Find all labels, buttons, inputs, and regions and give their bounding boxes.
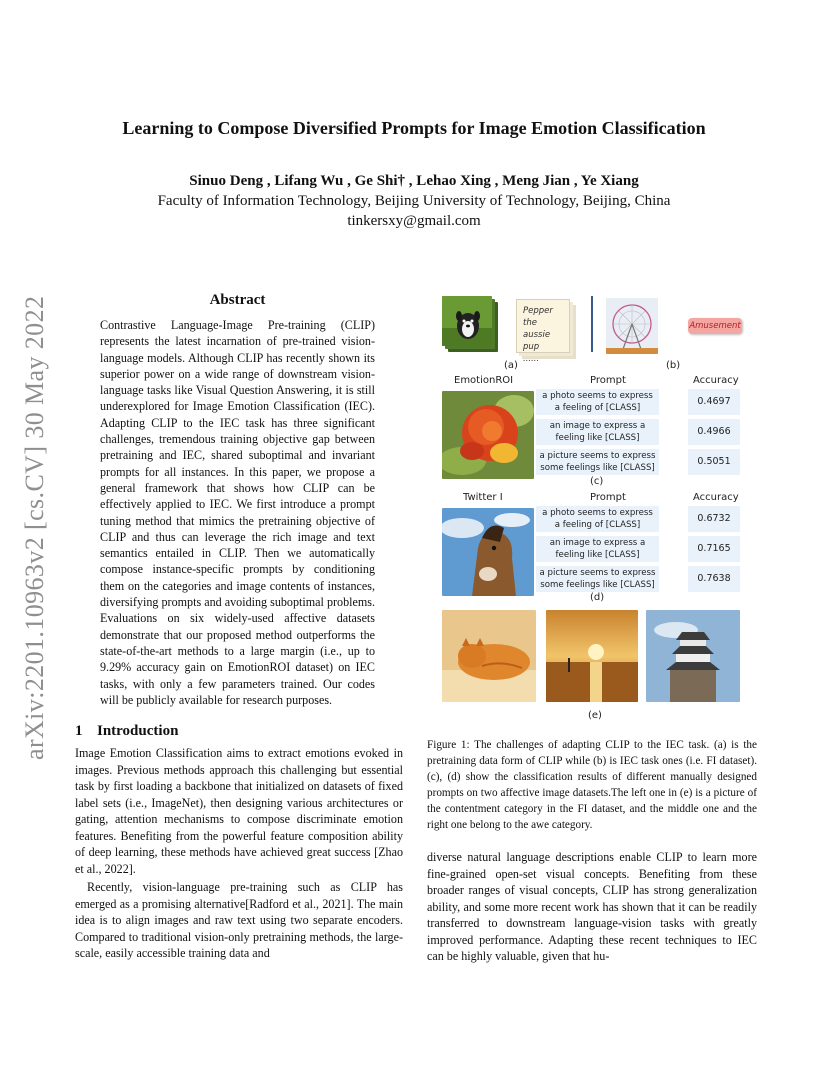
prompt-cell-d1: a photo seems to express a feeling of [CLASS]: [536, 506, 659, 532]
prompt-cell-c3: a picture seems to express some feelings like [CLASS]: [536, 449, 659, 475]
horse-photo: [442, 508, 534, 596]
accuracy-cell-c2: 0.4966: [688, 419, 740, 445]
figure-label-e: (e): [588, 710, 602, 721]
arxiv-identifier: arXiv:2201.10963v2 [cs.CV] 30 May 2022: [20, 295, 49, 760]
figure-label-c: (c): [590, 476, 604, 487]
cat-photo: [442, 610, 536, 702]
contact-email: tinkersxy@gmail.com: [347, 213, 481, 229]
author-list: Sinuo Deng , Lifang Wu , Ge Shi† , Lehao Xing , Meng Jian , Ye Xiang: [189, 173, 639, 189]
castle-photo: [646, 610, 740, 702]
dataset-name-d: Twitter I: [463, 492, 503, 503]
accuracy-cell-c3: 0.5051: [688, 449, 740, 475]
figure-label-b: (b): [666, 360, 681, 371]
dog-photo: [442, 296, 492, 346]
prompt-cell-d2: an image to express a feeling like [CLASS]: [536, 536, 659, 562]
right-column-paragraph: diverse natural language descriptions enable CLIP to learn more fine-grained open-set visual concepts. Benefiting from these broader ranges of visual concepts, CLIP has strong generalization ability, and some more recent work has shown that it can be readily transferred to downstream language-vision tasks with greatly improved performance. Adapting these recent techniques to IEC can be highly valuable, given that hu-: [427, 850, 757, 963]
paper-title: Learning to Compose Diversified Prompts for Image Emotion Classification: [122, 118, 706, 138]
intro-paragraph-2: Recently, vision-language pre-training such as CLIP has emerged as a promising alternative[Radford et al., 2021]. The main idea is to align images and raw text using two separate encoders. Compared to traditional vision-only pretraining methods, the large-scale, easily accessible training data and: [75, 880, 403, 960]
figure-1: [436, 292, 746, 722]
accuracy-cell-d2: 0.7165: [688, 536, 740, 562]
section-number: 1: [75, 723, 83, 739]
emotion-label-badge: Amusement: [688, 318, 742, 334]
note-dots: ......: [523, 354, 540, 364]
section-heading-introduction: [75, 723, 178, 740]
prompt-cell-d3: a picture seems to express some feelings like [CLASS]: [536, 566, 659, 592]
column-accuracy-c: Accuracy: [693, 375, 739, 386]
prompt-cell-c1: a photo seems to express a feeling of [CLASS]: [536, 389, 659, 415]
note-text: Pepper the aussie pup: [523, 306, 553, 352]
accuracy-cell-d1: 0.6732: [688, 506, 740, 532]
sunset-sea-photo: [546, 610, 638, 702]
abstract-body: Contrastive Language-Image Pre-training (CLIP) represents the latest incarnation of pre-trained vision-language models. Although CLIP has recently shown its superior power on a wide range of downstream vision-language tasks like Visual Question Answering, it is still underexplored for Image Emotion Classification (IEC). Adapting CLIP to the IEC task has three significant challenges, tremendous training objective gap between pretraining and IEC, shared suboptimal and invariant prompts for all instances. In this paper, we propose a general framework that shows how CLIP can be effectively applied to IEC. We first introduce a prompt tuning method that mimics the pretraining objective of CLIP and thus can leverage the rich image and text semantics entailed in CLIP. Then we automatically compose instance-specific prompts by conditioning them on the categories and image contents of instances, diversifying prompts and avoiding suboptimal problems. Evaluations on six widely-used affective datasets demonstrate that our proposed method outperforms the state-of-the-art methods to a large margin (i.e., up to 9.29% accuracy gain on EmotionROI dataset) on IEC tasks, with only a few parameters trained. Our codes will be publicly available for research purposes.: [100, 318, 375, 707]
figure-label-d: (d): [590, 592, 605, 603]
abstract-heading: Abstract: [209, 292, 266, 308]
dataset-name-c: EmotionROI: [454, 375, 514, 386]
column-accuracy-d: Accuracy: [693, 492, 739, 503]
figure-caption: Figure 1: The challenges of adapting CLIP to the IEC task. (a) is the pretraining data form of CLIP while (b) is IEC task ones (i.e. FI dataset). (c), (d) show the classification results of different manually designed prompts on two affective image datasets.The left one in (e) is a picture of the contentment category in the FI dataset, and the middle one and the right one belong to the awe category.: [427, 739, 757, 831]
prompt-cell-c2: an image to express a feeling like [CLASS]: [536, 419, 659, 445]
column-prompt-c: Prompt: [590, 375, 626, 386]
affiliation: Faculty of Information Technology, Beijing University of Technology, Beijing, China: [157, 193, 671, 209]
column-prompt-d: Prompt: [590, 492, 626, 503]
intro-paragraph-1: Image Emotion Classification aims to extract emotions evoked in images. Previous methods approach this challenging but essential task by first loading a backbone that initialized on datasets of fixed label sets (i.e., ImageNet), then designing various architectures or gating, attention mechanisms to compose discriminate emotion features. Benefiting from the powerful feature composition ability of deep learning, these methods have achieved great success [Zhao et al., 2022].: [75, 746, 403, 876]
accuracy-cell-c1: 0.4697: [688, 389, 740, 415]
caption-note-card: [516, 299, 570, 364]
figure-divider: [591, 296, 593, 352]
section-title: Introduction: [97, 723, 179, 739]
figure-label-a: (a): [504, 360, 518, 371]
accuracy-cell-d3: 0.7638: [688, 566, 740, 592]
rose-photo: [442, 391, 534, 479]
ferris-wheel-photo: [606, 298, 658, 354]
